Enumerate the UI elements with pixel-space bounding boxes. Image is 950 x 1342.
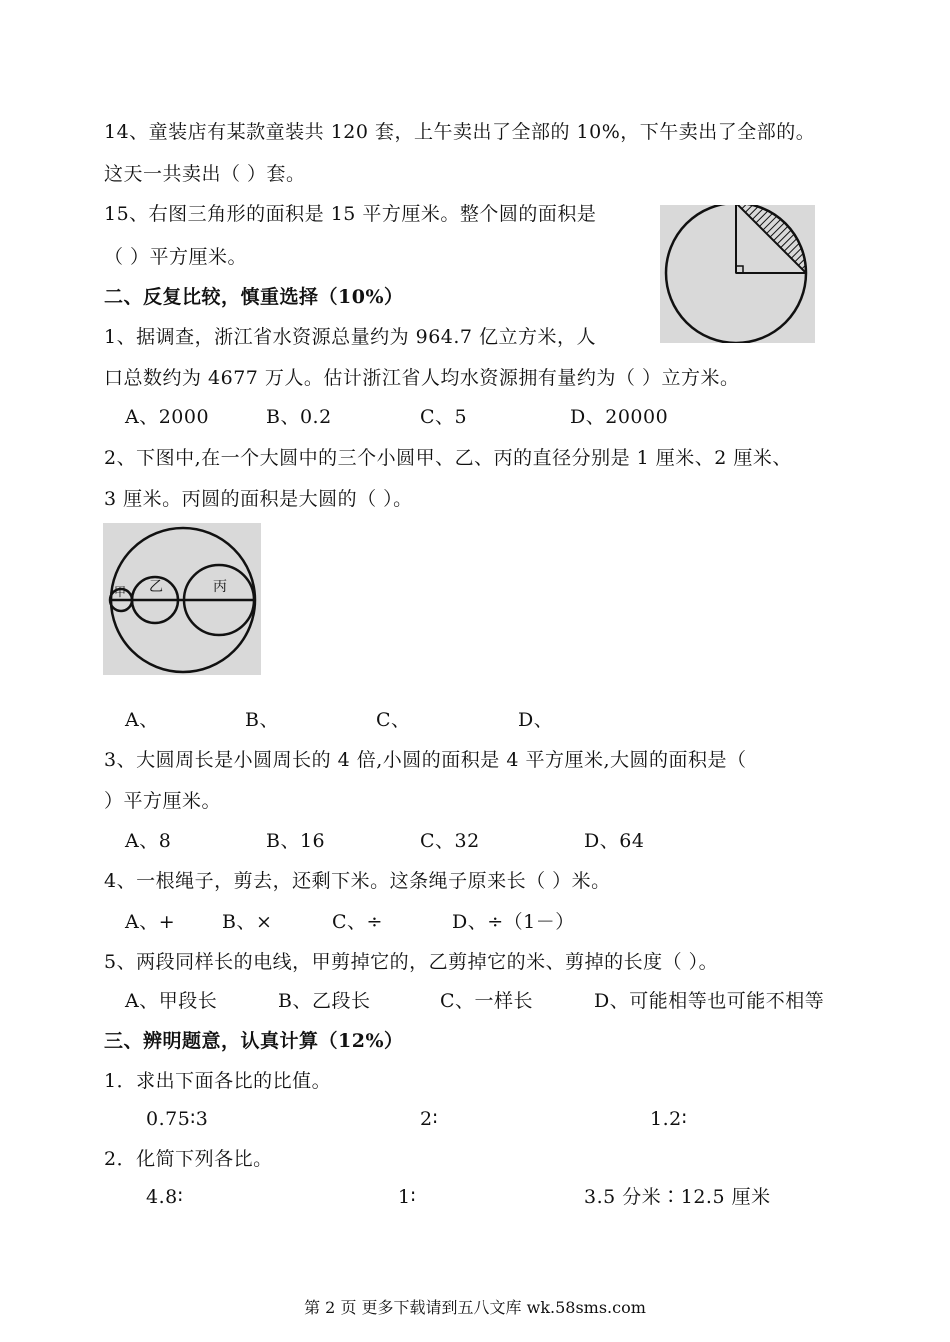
s2-q4-option-a: A、+ (125, 911, 176, 933)
s2-q3-option-b: B、16 (266, 830, 326, 852)
s2-q2-option-a: A、 (125, 709, 159, 731)
s3-q1-item-3: 1.2∶ (650, 1108, 688, 1130)
s3-q1-title: 1．求出下面各比的比值。 (104, 1070, 332, 1092)
label-bing: 丙 (213, 579, 227, 595)
s2-q3-option-d: D、64 (584, 830, 645, 852)
s2-q4-option-b: B、× (222, 911, 273, 933)
s2-q1-line2: 口总数约为 4677 万人。估计浙江省人均水资源拥有量约为（ ）立方米。 (104, 367, 740, 389)
q15-line2: （ ）平方厘米。 (104, 246, 248, 268)
s3-q2-title: 2．化简下列各比。 (104, 1148, 273, 1170)
s2-q3-option-a: A、8 (125, 830, 172, 852)
s2-q1-option-b: B、0.2 (266, 406, 332, 428)
page-footer: 第 2 页 更多下载请到五八文库 wk.58sms.com (304, 1298, 646, 1317)
s2-q4-option-c: C、÷ (332, 911, 383, 933)
s2-q2-option-d: D、 (518, 709, 554, 731)
s2-q5-option-b: B、乙段长 (278, 990, 371, 1012)
s2-q3-option-c: C、32 (420, 830, 480, 852)
q15-line1: 15、右图三角形的面积是 15 平方厘米。整个圆的面积是 (104, 203, 597, 225)
s2-q1-option-d: D、20000 (570, 406, 669, 428)
q14-line2: 这天一共卖出（ ）套。 (104, 163, 306, 185)
section3-title: 三、辨明题意，认真计算（12%） (104, 1030, 404, 1052)
s3-q1-item-1: 0.75∶3 (146, 1108, 209, 1130)
s2-q1-option-a: A、2000 (125, 406, 210, 428)
s2-q3-line2: ）平方厘米。 (104, 790, 222, 812)
s3-q2-item-2: 1∶ (398, 1186, 417, 1208)
three-circles-figure (103, 523, 261, 675)
circle-triangle-figure (660, 205, 815, 343)
s2-q1-line1: 1、据调查，浙江省水资源总量约为 964.7 亿立方米，人 (104, 326, 597, 348)
s2-q2-line1: 2、下图中,在一个大圆中的三个小圆甲、乙、丙的直径分别是 1 厘米、2 厘米、 (104, 447, 792, 469)
s2-q1-option-c: C、5 (420, 406, 468, 428)
label-jia: 甲 (114, 585, 127, 599)
s2-q3-line1: 3、大圆周长是小圆周长的 4 倍,小圆的面积是 4 平方厘米,大圆的面积是（ (104, 749, 747, 771)
s2-q5-option-d: D、可能相等也可能不相等 (594, 990, 825, 1012)
q14-line1: 14、童装店有某款童装共 120 套，上午卖出了全部的 10%，下午卖出了全部的。 (104, 121, 816, 143)
s3-q2-item-1: 4.8∶ (146, 1186, 184, 1208)
s3-q2-item-3: 3.5 分米∶12.5 厘米 (584, 1186, 771, 1208)
s2-q4-line1: 4、一根绳子，剪去，还剩下米。这条绳子原来长（ ）米。 (104, 870, 611, 892)
section2-title: 二、反复比较，慎重选择（10%） (104, 286, 404, 308)
s2-q2-line2: 3 厘米。丙圆的面积是大圆的（ ）。 (104, 488, 413, 510)
s2-q5-option-c: C、一样长 (440, 990, 534, 1012)
s2-q5-line1: 5、两段同样长的电线，甲剪掉它的，乙剪掉它的米、剪掉的长度（ ）。 (104, 951, 719, 973)
s2-q2-option-b: B、 (245, 709, 279, 731)
label-yi: 乙 (149, 579, 163, 595)
s3-q1-item-2: 2∶ (420, 1108, 439, 1130)
s2-q5-option-a: A、甲段长 (125, 990, 218, 1012)
s2-q4-option-d: D、÷（1－） (452, 911, 575, 933)
s2-q2-option-c: C、 (376, 709, 411, 731)
